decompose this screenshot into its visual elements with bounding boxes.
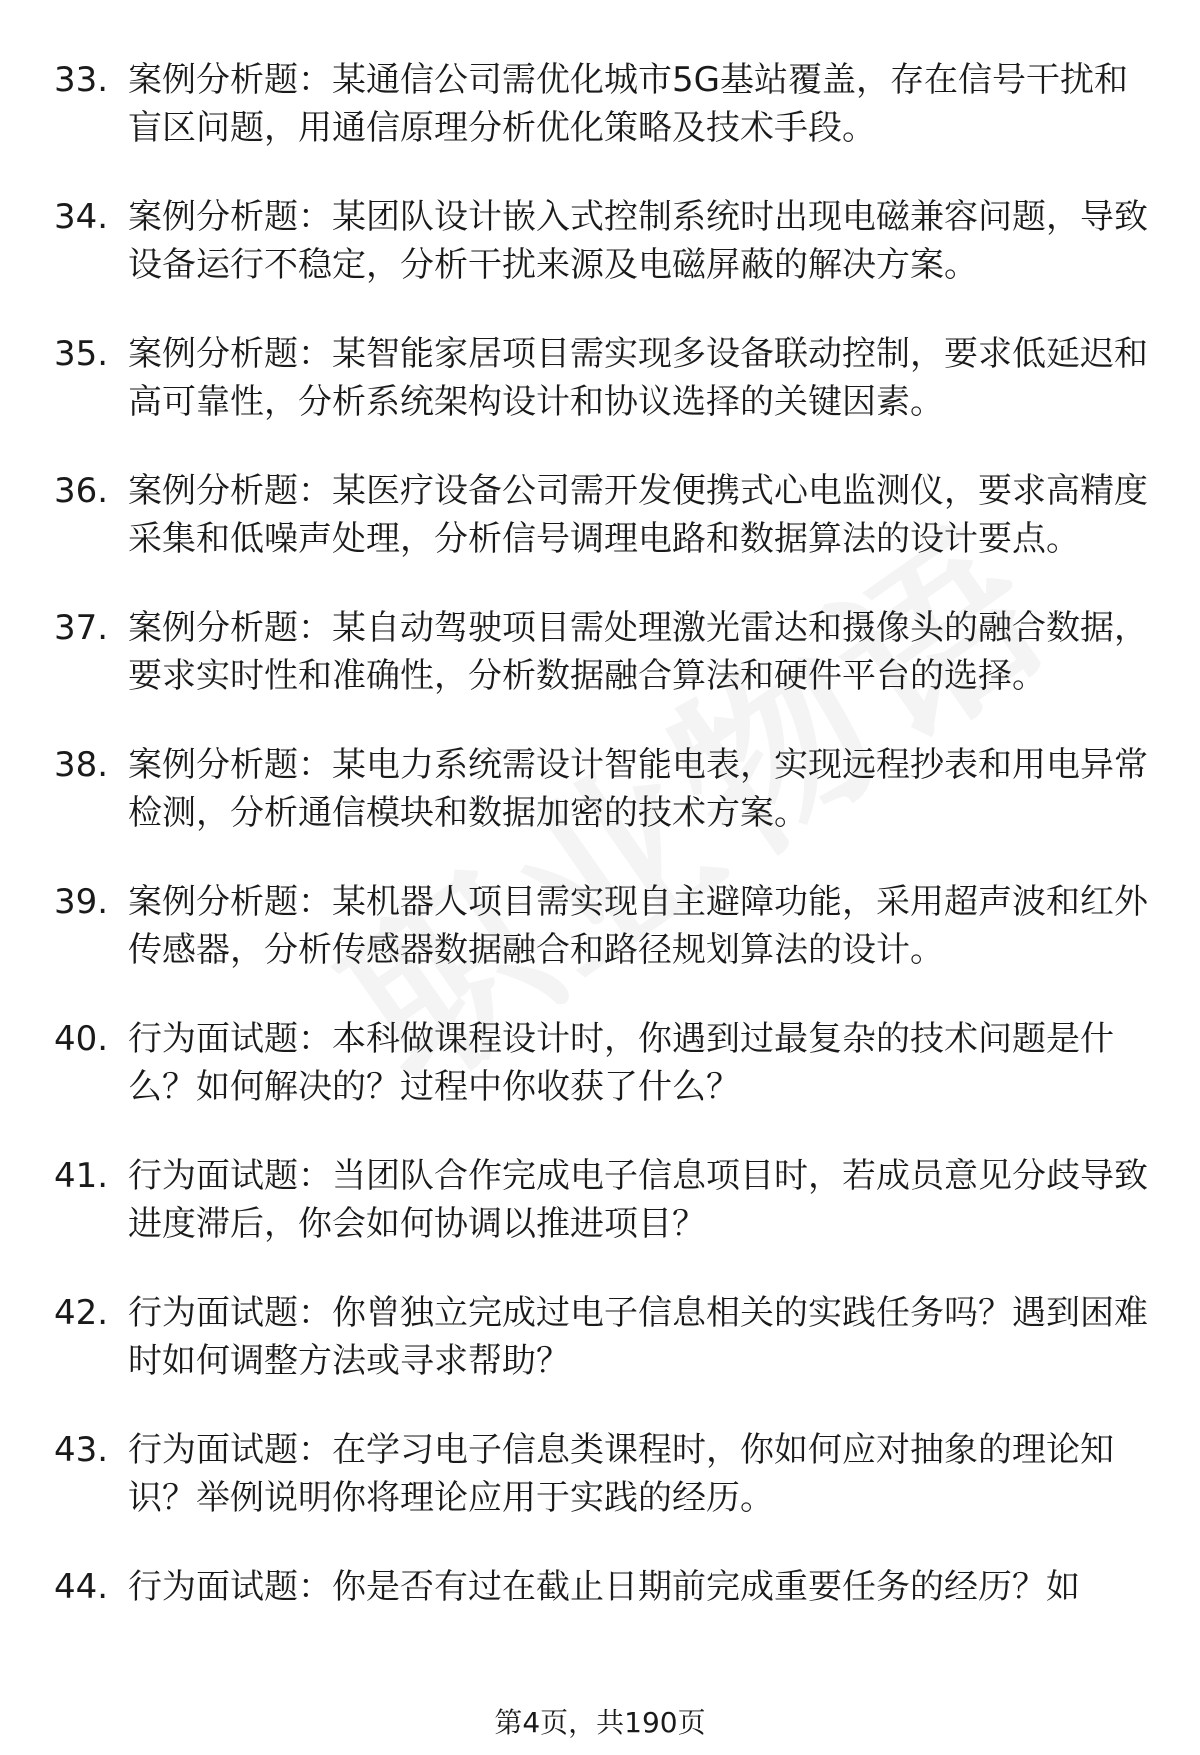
list-item [0,1563,1200,1611]
item-number: 42. [54,1293,109,1333]
item-number: 34. [54,197,109,237]
item-number: 44. [54,1567,109,1607]
list-item [0,878,1200,974]
item-text: 案例分析题：某机器人项目需实现自主避障功能，采用超声波和红外传感器，分析传感器数据融合和路径规划算法的设计。 [128,882,1148,970]
item-number: 36. [54,471,109,511]
list-item [0,1152,1200,1248]
item-number: 43. [54,1430,109,1470]
item-number: 41. [54,1156,109,1196]
item-text: 案例分析题：某医疗设备公司需开发便携式心电监测仪，要求高精度采集和低噪声处理，分析信号调理电路和数据算法的设计要点。 [128,471,1148,559]
page-footer: 第4页，共190页 [494,1706,706,1739]
item-text: 行为面试题：你曾独立完成过电子信息相关的实践任务吗？遇到困难时如何调整方法或寻求帮助？ [128,1293,1148,1381]
item-text: 案例分析题：某团队设计嵌入式控制系统时出现电磁兼容问题，导致设备运行不稳定，分析干扰来源及电磁屏蔽的解决方案。 [128,197,1148,285]
item-text: 行为面试题：当团队合作完成电子信息项目时，若成员意见分歧导致进度滞后，你会如何协调以推进项目？ [128,1156,1148,1244]
item-number: 33. [54,60,109,100]
item-text: 案例分析题：某电力系统需设计智能电表，实现远程抄表和用电异常检测，分析通信模块和数据加密的技术方案。 [128,745,1148,833]
question-list [0,56,1200,1652]
list-item [0,1015,1200,1111]
list-item [0,604,1200,700]
item-number: 37. [54,608,109,648]
item-text: 案例分析题：某通信公司需优化城市5G基站覆盖，存在信号干扰和盲区问题，用通信原理分析优化策略及技术手段。 [128,60,1128,148]
list-item [0,1289,1200,1385]
item-number: 38. [54,745,109,785]
list-item [0,467,1200,563]
item-text: 案例分析题：某智能家居项目需实现多设备联动控制，要求低延迟和高可靠性，分析系统架构设计和协议选择的关键因素。 [128,334,1148,422]
item-number: 35. [54,334,109,374]
item-text: 行为面试题：你是否有过在截止日期前完成重要任务的经历？如 [128,1567,1080,1607]
list-item [0,741,1200,837]
item-number: 39. [54,882,109,922]
item-number: 40. [54,1019,109,1059]
list-item [0,1426,1200,1522]
item-text: 案例分析题：某自动驾驶项目需处理激光雷达和摄像头的融合数据，要求实时性和准确性，分析数据融合算法和硬件平台的选择。 [128,608,1148,696]
item-text: 行为面试题：本科做课程设计时，你遇到过最复杂的技术问题是什么？如何解决的？过程中你收获了什么？ [128,1019,1114,1107]
list-item [0,193,1200,289]
item-text: 行为面试题：在学习电子信息类课程时，你如何应对抽象的理论知识？举例说明你将理论应用于实践的经历。 [128,1430,1114,1518]
list-item [0,330,1200,426]
list-item [0,56,1200,152]
